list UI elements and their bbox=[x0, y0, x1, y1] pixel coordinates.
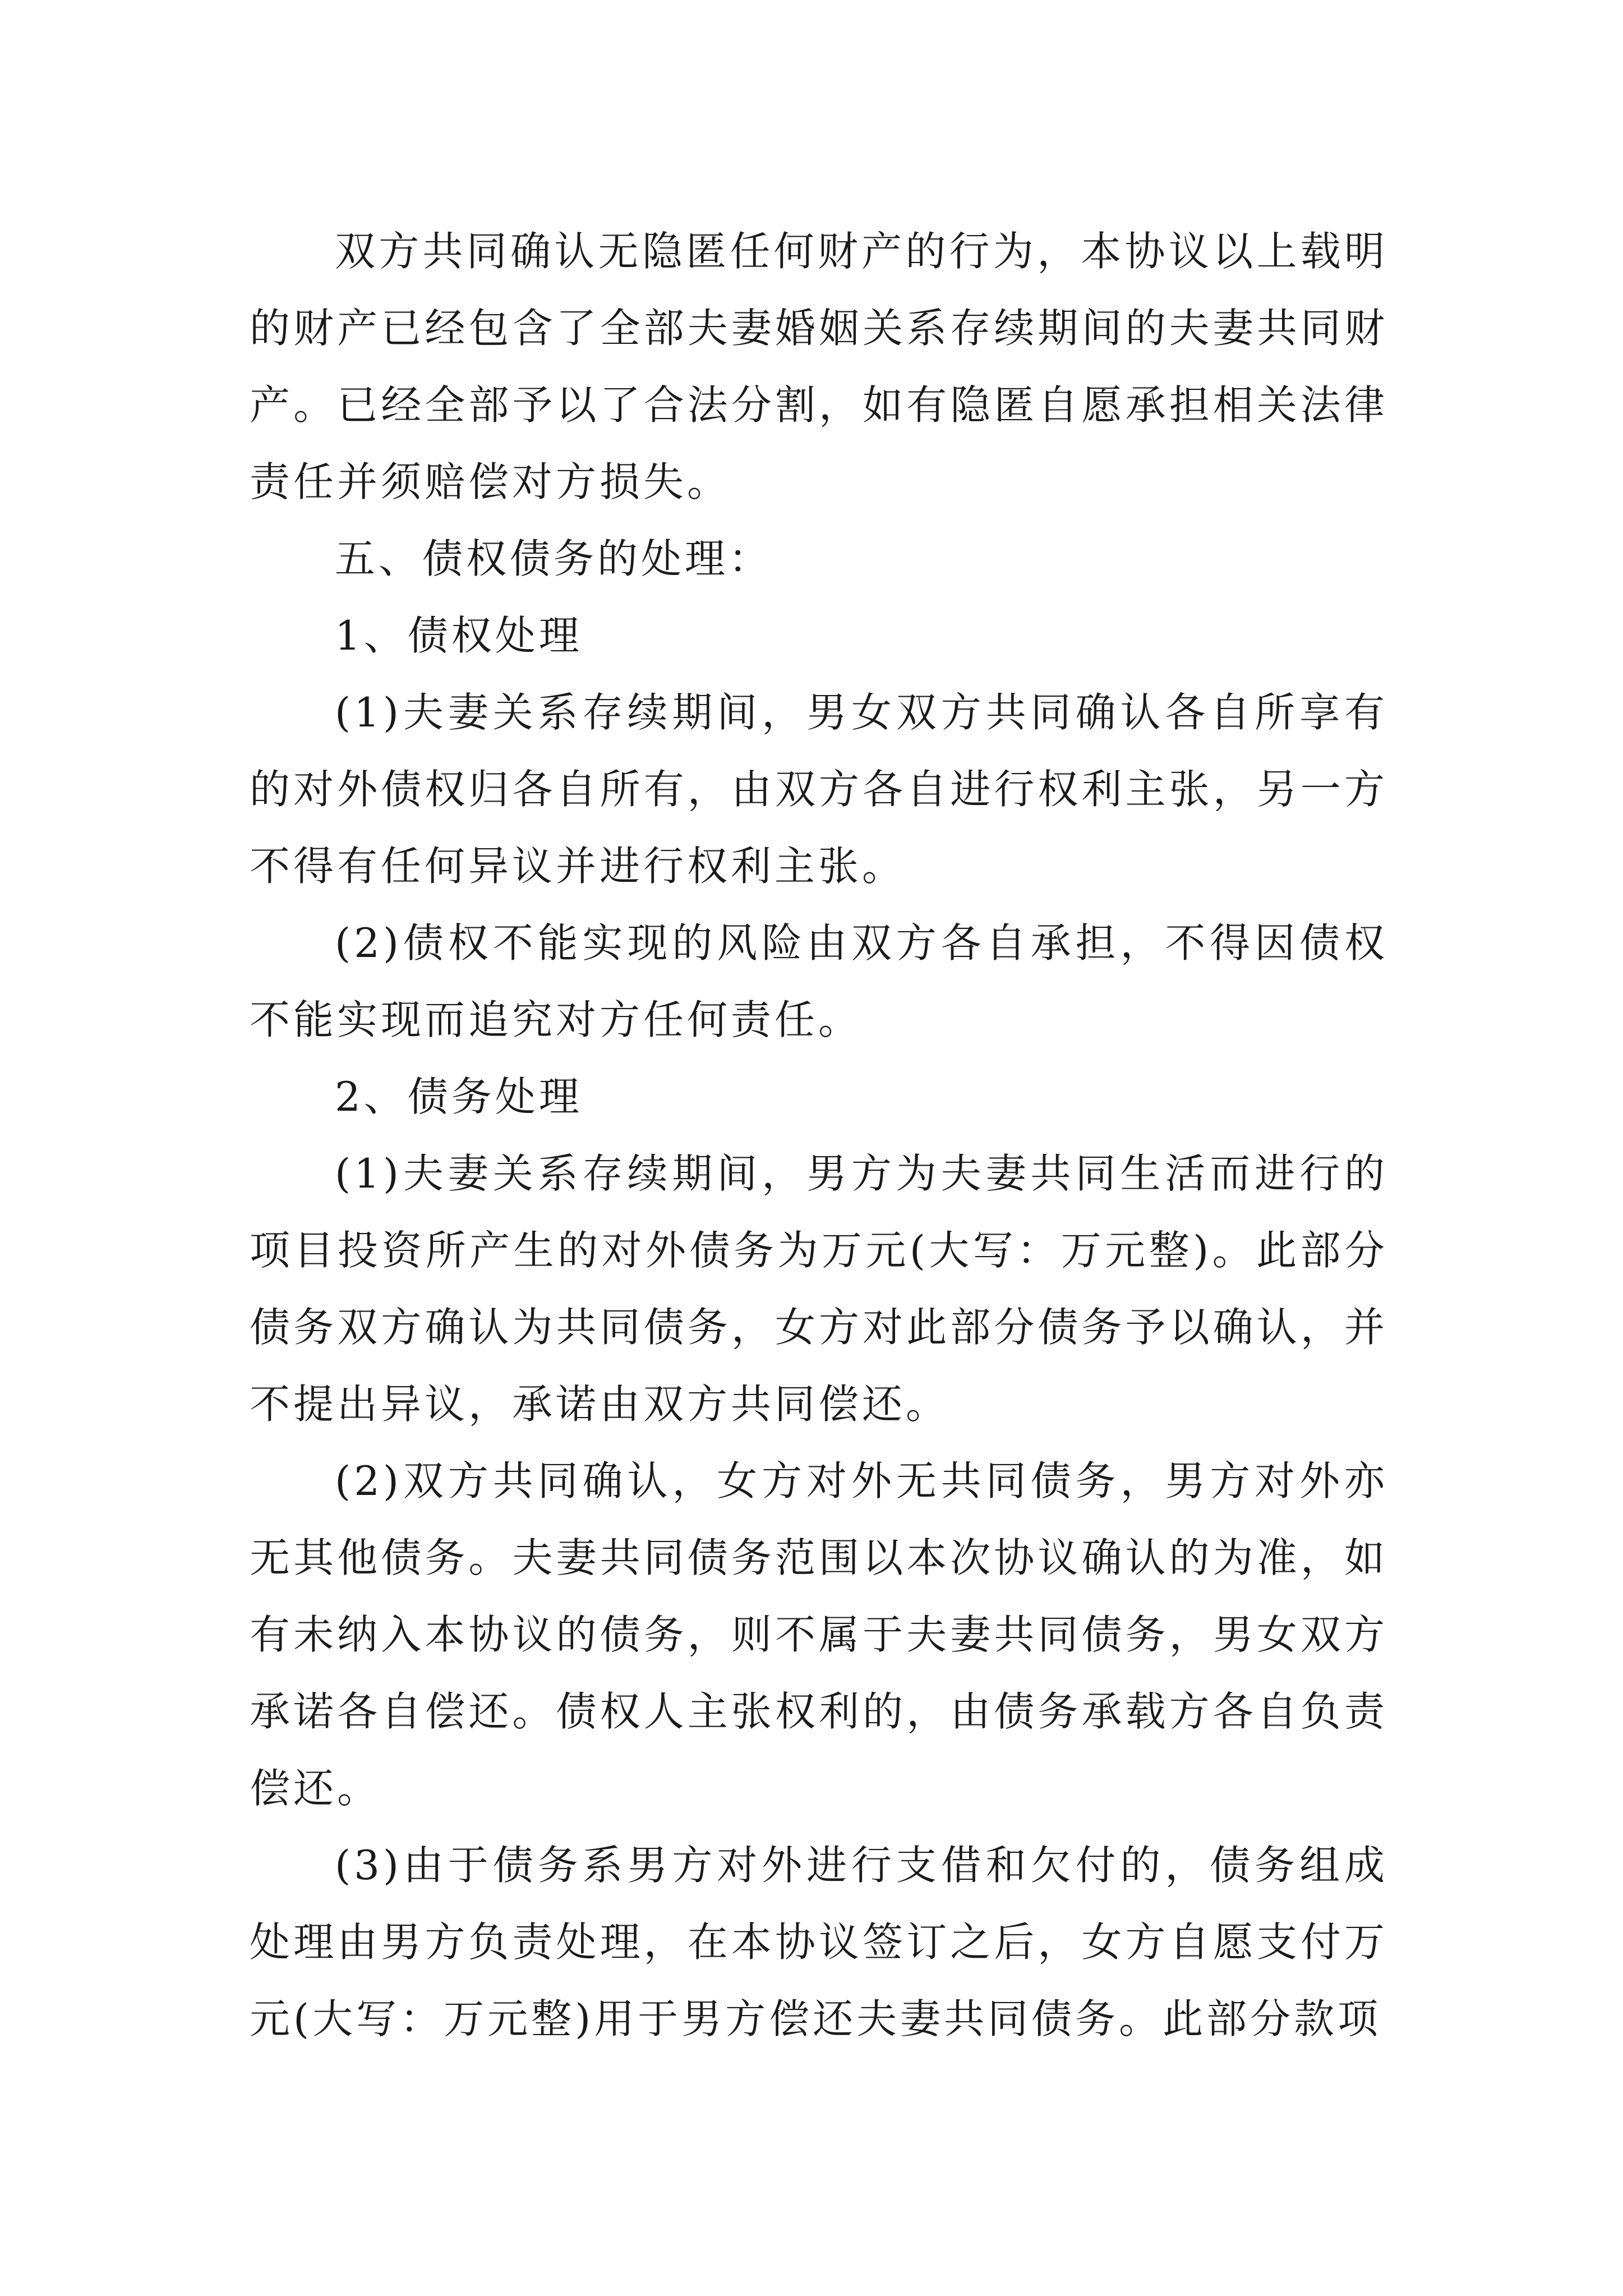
paragraph-debts-1: (1)夫妻关系存续期间，男方为夫妻共同生活而进行的项目投资所产生的对外债务为万元(大写：万元整)。此部分债务双方确认为共同债务，女方对此部分债务予以确认，并不提出异议，承诺由双方共同偿还。 bbox=[250, 1150, 1388, 1428]
document-body bbox=[250, 213, 1388, 2058]
paragraph-debts-2: (2)双方共同确认，女方对外无共同债务，男方对外亦无其他债务。夫妻共同债务范围以本次协议确认的为准，如有未纳入本协议的债务，则不属于夫妻共同债务，男女双方承诺各自偿还。债权人主张权利的，由债务承载方各自负责偿还。 bbox=[250, 1457, 1388, 1812]
subheading-debts: 2、债务处理 bbox=[335, 1073, 583, 1120]
paragraph-claims-2: (2)债权不能实现的风险由双方各自承担，不得因债权不能实现而追究对方任何责任。 bbox=[250, 919, 1388, 1043]
paragraph-claims-1: (1)夫妻关系存续期间，男女双方共同确认各自所享有的对外债权归各自所有，由双方各自进行权利主张，另一方不得有任何异议并进行权利主张。 bbox=[250, 689, 1388, 890]
paragraph-property-confirmation: 双方共同确认无隐匿任何财产的行为，本协议以上载明的财产已经包含了全部夫妻婚姻关系存续期间的夫妻共同财产。已经全部予以了合法分割，如有隐匿自愿承担相关法律责任并须赔偿对方损失。 bbox=[250, 228, 1388, 505]
section-heading-debts: 五、债权债务的处理： bbox=[335, 535, 773, 582]
paragraph-debts-3: (3)由于债务系男方对外进行支借和欠付的，债务组成处理由男方负责处理，在本协议签订之后，女方自愿支付万元(大写：万元整)用于男方偿还夫妻共同债务。此部分款项 bbox=[250, 1842, 1388, 2042]
subheading-claims: 1、债权处理 bbox=[335, 612, 583, 659]
